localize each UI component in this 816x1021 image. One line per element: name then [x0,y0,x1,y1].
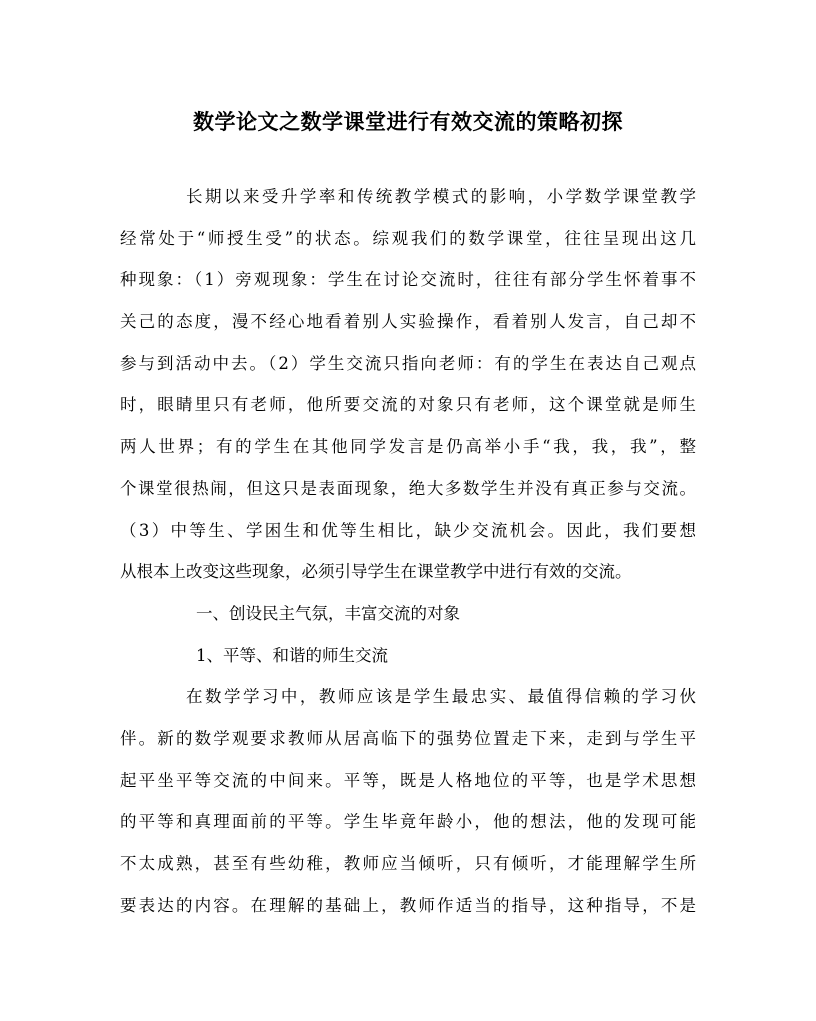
paragraph-line: 伴。新的数学观要求教师从居高临下的强势位置走下来，走到与学生平 [120,728,696,748]
paragraph-line: （3）中等生、学困生和优等生相比，缺少交流机会。因此，我们要想 [120,520,696,540]
paragraph-line: 个课堂很热闹，但这只是表面现象，绝大多数学生并没有真正参与交流。 [120,478,696,498]
paragraph-line: 两人世界；有的学生在其他同学发言是仍高举小手“我，我，我”，整 [120,437,696,457]
paragraph-line: 要表达的内容。在理解的基础上，教师作适当的指导，这种指导，不是 [120,895,696,915]
subsection-heading: 1、平等、和谐的师生交流 [196,645,388,665]
paragraph-line: 起平坐平等交流的中间来。平等，既是人格地位的平等，也是学术思想 [120,770,696,790]
paragraph-line: 长期以来受升学率和传统教学模式的影响，小学数学课堂教学 [186,187,696,206]
paragraph-line: 在数学学习中，教师应该是学生最忠实、最值得信赖的学习伙 [186,687,696,707]
paragraph-line: 的平等和真理面前的平等。学生毕竟年龄小，他的想法，他的发现可能 [120,812,696,832]
paragraph-line: 参与到活动中去。（2）学生交流只指向老师：有的学生在表达自己观点 [120,353,696,373]
paragraph-line: 不太成熟，甚至有些幼稚，教师应当倾听，只有倾听，才能理解学生所 [120,854,696,873]
paragraph-line: 从根本上改变这些现象，必须引导学生在课堂教学中进行有效的交流。 [120,562,632,582]
document-title: 数学论文之数学课堂进行有效交流的策略初探 [193,109,623,134]
paragraph-line: 经常处于“师授生受”的状态。综观我们的数学课堂，往往呈现出这几 [120,228,696,248]
paragraph-line: 种现象：（1）旁观现象：学生在讨论交流时，往往有部分学生怀着事不 [120,270,696,290]
document-body [120,176,696,926]
paragraph-line: 时，眼睛里只有老师，他所要交流的对象只有老师，这个课堂就是师生 [120,395,696,415]
paragraph-line: 关己的态度，漫不经心地看着别人实验操作，看着别人发言，自己却不 [120,312,696,332]
section-heading: 一、创设民主气氛，丰富交流的对象 [196,603,460,623]
